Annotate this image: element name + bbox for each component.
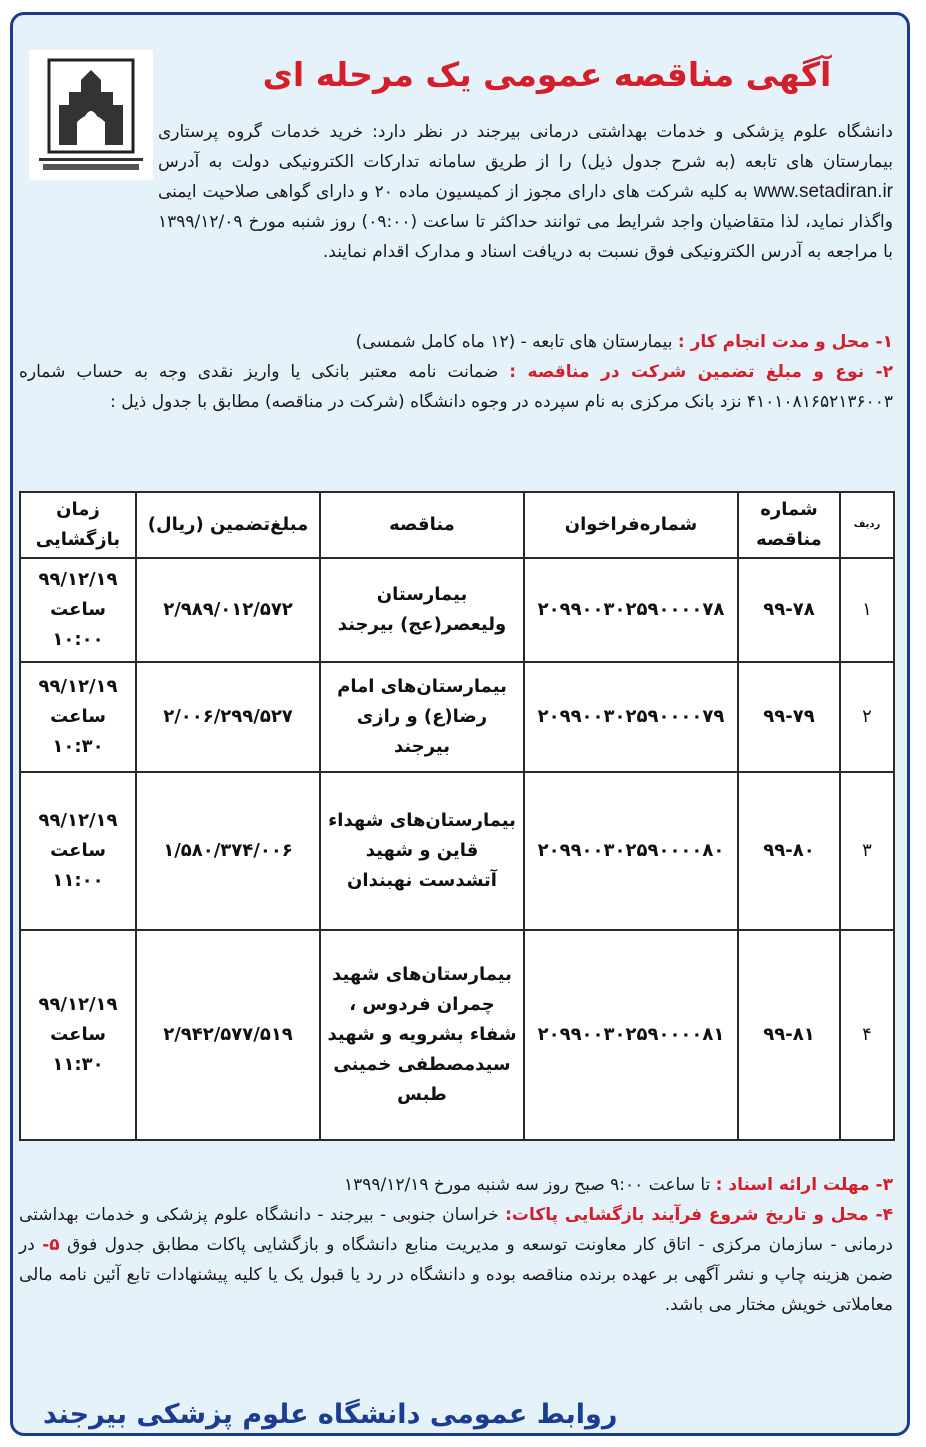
row-number: ۱ (840, 558, 894, 662)
guarantee-amount: ۲/۹۸۹/۰۱۲/۵۷۲ (136, 558, 320, 662)
table-row (20, 662, 894, 772)
opening-time: ۹۹/۱۲/۱۹ ساعت ۱۱:۰۰ (20, 772, 136, 930)
intro-paragraph (158, 117, 893, 267)
opening-time: ۹۹/۱۲/۱۹ ساعت ۱۱:۳۰ (20, 930, 136, 1140)
university-emblem-icon (29, 50, 153, 180)
section2-heading: ۲- نوع و مبلغ تضمین شرکت در مناقصه : (509, 362, 894, 382)
call-number: ۲۰۹۹۰۰۳۰۲۵۹۰۰۰۰۷۸ (524, 558, 738, 662)
row-number: ۲ (840, 662, 894, 772)
tender-name: بیمارستان‌های شهداء قاین و شهید آتشدست نهبندان (320, 772, 524, 930)
sections-1-2 (19, 327, 893, 417)
table-row (20, 772, 894, 930)
public-relations-signature: روابط عمومی دانشگاه علوم پزشکی بیرجند (43, 1399, 618, 1430)
header-guarantee-amount: مبلغ‌تضمین (ریال) (136, 492, 320, 558)
intro-text-1: دانشگاه علوم پزشکی و خدمات بهداشتی درمانی بیرجند در نظر دارد: خرید خدمات گروه پرستاری بیمارستان های تابعه (به شرح جدول ذیل) را از طریق سامانه تدارکات الکترونیکی دولت به آدرس (158, 122, 893, 172)
header-call-number: شماره‌فراخوان (524, 492, 738, 558)
tender-number: ۹۹-۷۸ (738, 558, 840, 662)
guarantee-amount: ۲/۹۴۲/۵۷۷/۵۱۹ (136, 930, 320, 1140)
row-number: ۴ (840, 930, 894, 1140)
guarantee-amount: ۲/۰۰۶/۲۹۹/۵۲۷ (136, 662, 320, 772)
setadiran-link[interactable]: www.setadiran.ir (753, 181, 893, 202)
section5-text: در ضمن هزینه چاپ و نشر آگهی بر عهده برنده مناقصه بوده و دانشگاه در رد یا قبول یک یا کلیه پیشنهادات تابع آئین نامه مالی معاملاتی خویش مختار می باشد. (19, 1235, 893, 1315)
call-number: ۲۰۹۹۰۰۳۰۲۵۹۰۰۰۰۸۰ (524, 772, 738, 930)
section1-heading: ۱- محل و مدت انجام کار : (677, 332, 893, 352)
tender-number: ۹۹-۷۹ (738, 662, 840, 772)
header-tender: مناقصه (320, 492, 524, 558)
section2-text: ضمانت نامه معتبر بانکی یا واریز نقدی وجه به حساب شماره ۴۱۰۱۰۸۱۶۵۲۱۳۶۰۰۳ نزد بانک مرکزی به نام سپرده در وجوه دانشگاه (شرکت در مناقصه) مطابق با جدول ذیل : (19, 362, 893, 412)
tender-table (19, 491, 895, 1141)
sections-3-5 (19, 1170, 893, 1320)
header-tender-number: شماره مناقصه (738, 492, 840, 558)
section5-heading: ۵- (42, 1235, 60, 1255)
header-row-number: ردیف (840, 492, 894, 558)
call-number: ۲۰۹۹۰۰۳۰۲۵۹۰۰۰۰۷۹ (524, 662, 738, 772)
header-opening-time: زمان بازگشایی (20, 492, 136, 558)
notice-frame (10, 12, 910, 1436)
section4-text: خراسان جنوبی - بیرجند - دانشگاه علوم پزشکی و خدمات بهداشتی درمانی - سازمان مرکزی - اتاق کار معاونت توسعه و مدیریت منابع دانشگاه و بازگشایی پاکات مطابق جدول فوق (19, 1205, 893, 1255)
table-row (20, 930, 894, 1140)
section4-heading: ۴- محل و تاریخ شروع فرآیند بازگشایی پاکات: (505, 1205, 893, 1225)
tender-number: ۹۹-۸۱ (738, 930, 840, 1140)
opening-time: ۹۹/۱۲/۱۹ ساعت ۱۰:۳۰ (20, 662, 136, 772)
guarantee-amount: ۱/۵۸۰/۳۷۴/۰۰۶ (136, 772, 320, 930)
section1-text: بیمارستان های تابعه - (۱۲ ماه کامل شمسی) (355, 332, 673, 352)
tender-name: بیمارستان‌های شهید چمران فردوس ، شفاء بشرویه و شهید سیدمصطفی خمینی طبس (320, 930, 524, 1140)
notice-title: آگهی مناقصه عمومی یک مرحله ای (262, 55, 832, 94)
section3-text: تا ساعت ۹:۰۰ صبح روز سه شنبه مورخ ۱۳۹۹/۱۲/۱۹ (344, 1175, 711, 1195)
tender-number: ۹۹-۸۰ (738, 772, 840, 930)
opening-time: ۹۹/۱۲/۱۹ ساعت ۱۰:۰۰ (20, 558, 136, 662)
row-number: ۳ (840, 772, 894, 930)
tender-name: بیمارستان ولیعصر(عج) بیرجند (320, 558, 524, 662)
call-number: ۲۰۹۹۰۰۳۰۲۵۹۰۰۰۰۸۱ (524, 930, 738, 1140)
intro-text-2: به کلیه شرکت های دارای مجوز از کمیسیون ماده ۲۰ و دارای گواهی صلاحیت ایمنی واگذار نماید، لذا متقاضیان واجد شرایط می توانند حداکثر تا ساعت (۰۹:۰۰) روز شنبه مورخ ۱۳۹۹/۱۲/۰۹ با مراجعه به آدرس الکترونیکی فوق نسبت به دریافت اسناد و مدارک اقدام نمایند. (158, 182, 893, 262)
section3-heading: ۳- مهلت ارائه اسناد : (715, 1175, 893, 1195)
table-header-row (20, 492, 894, 558)
table-row (20, 558, 894, 662)
tender-name: بیمارستان‌های امام رضا(ع) و رازی بیرجند (320, 662, 524, 772)
